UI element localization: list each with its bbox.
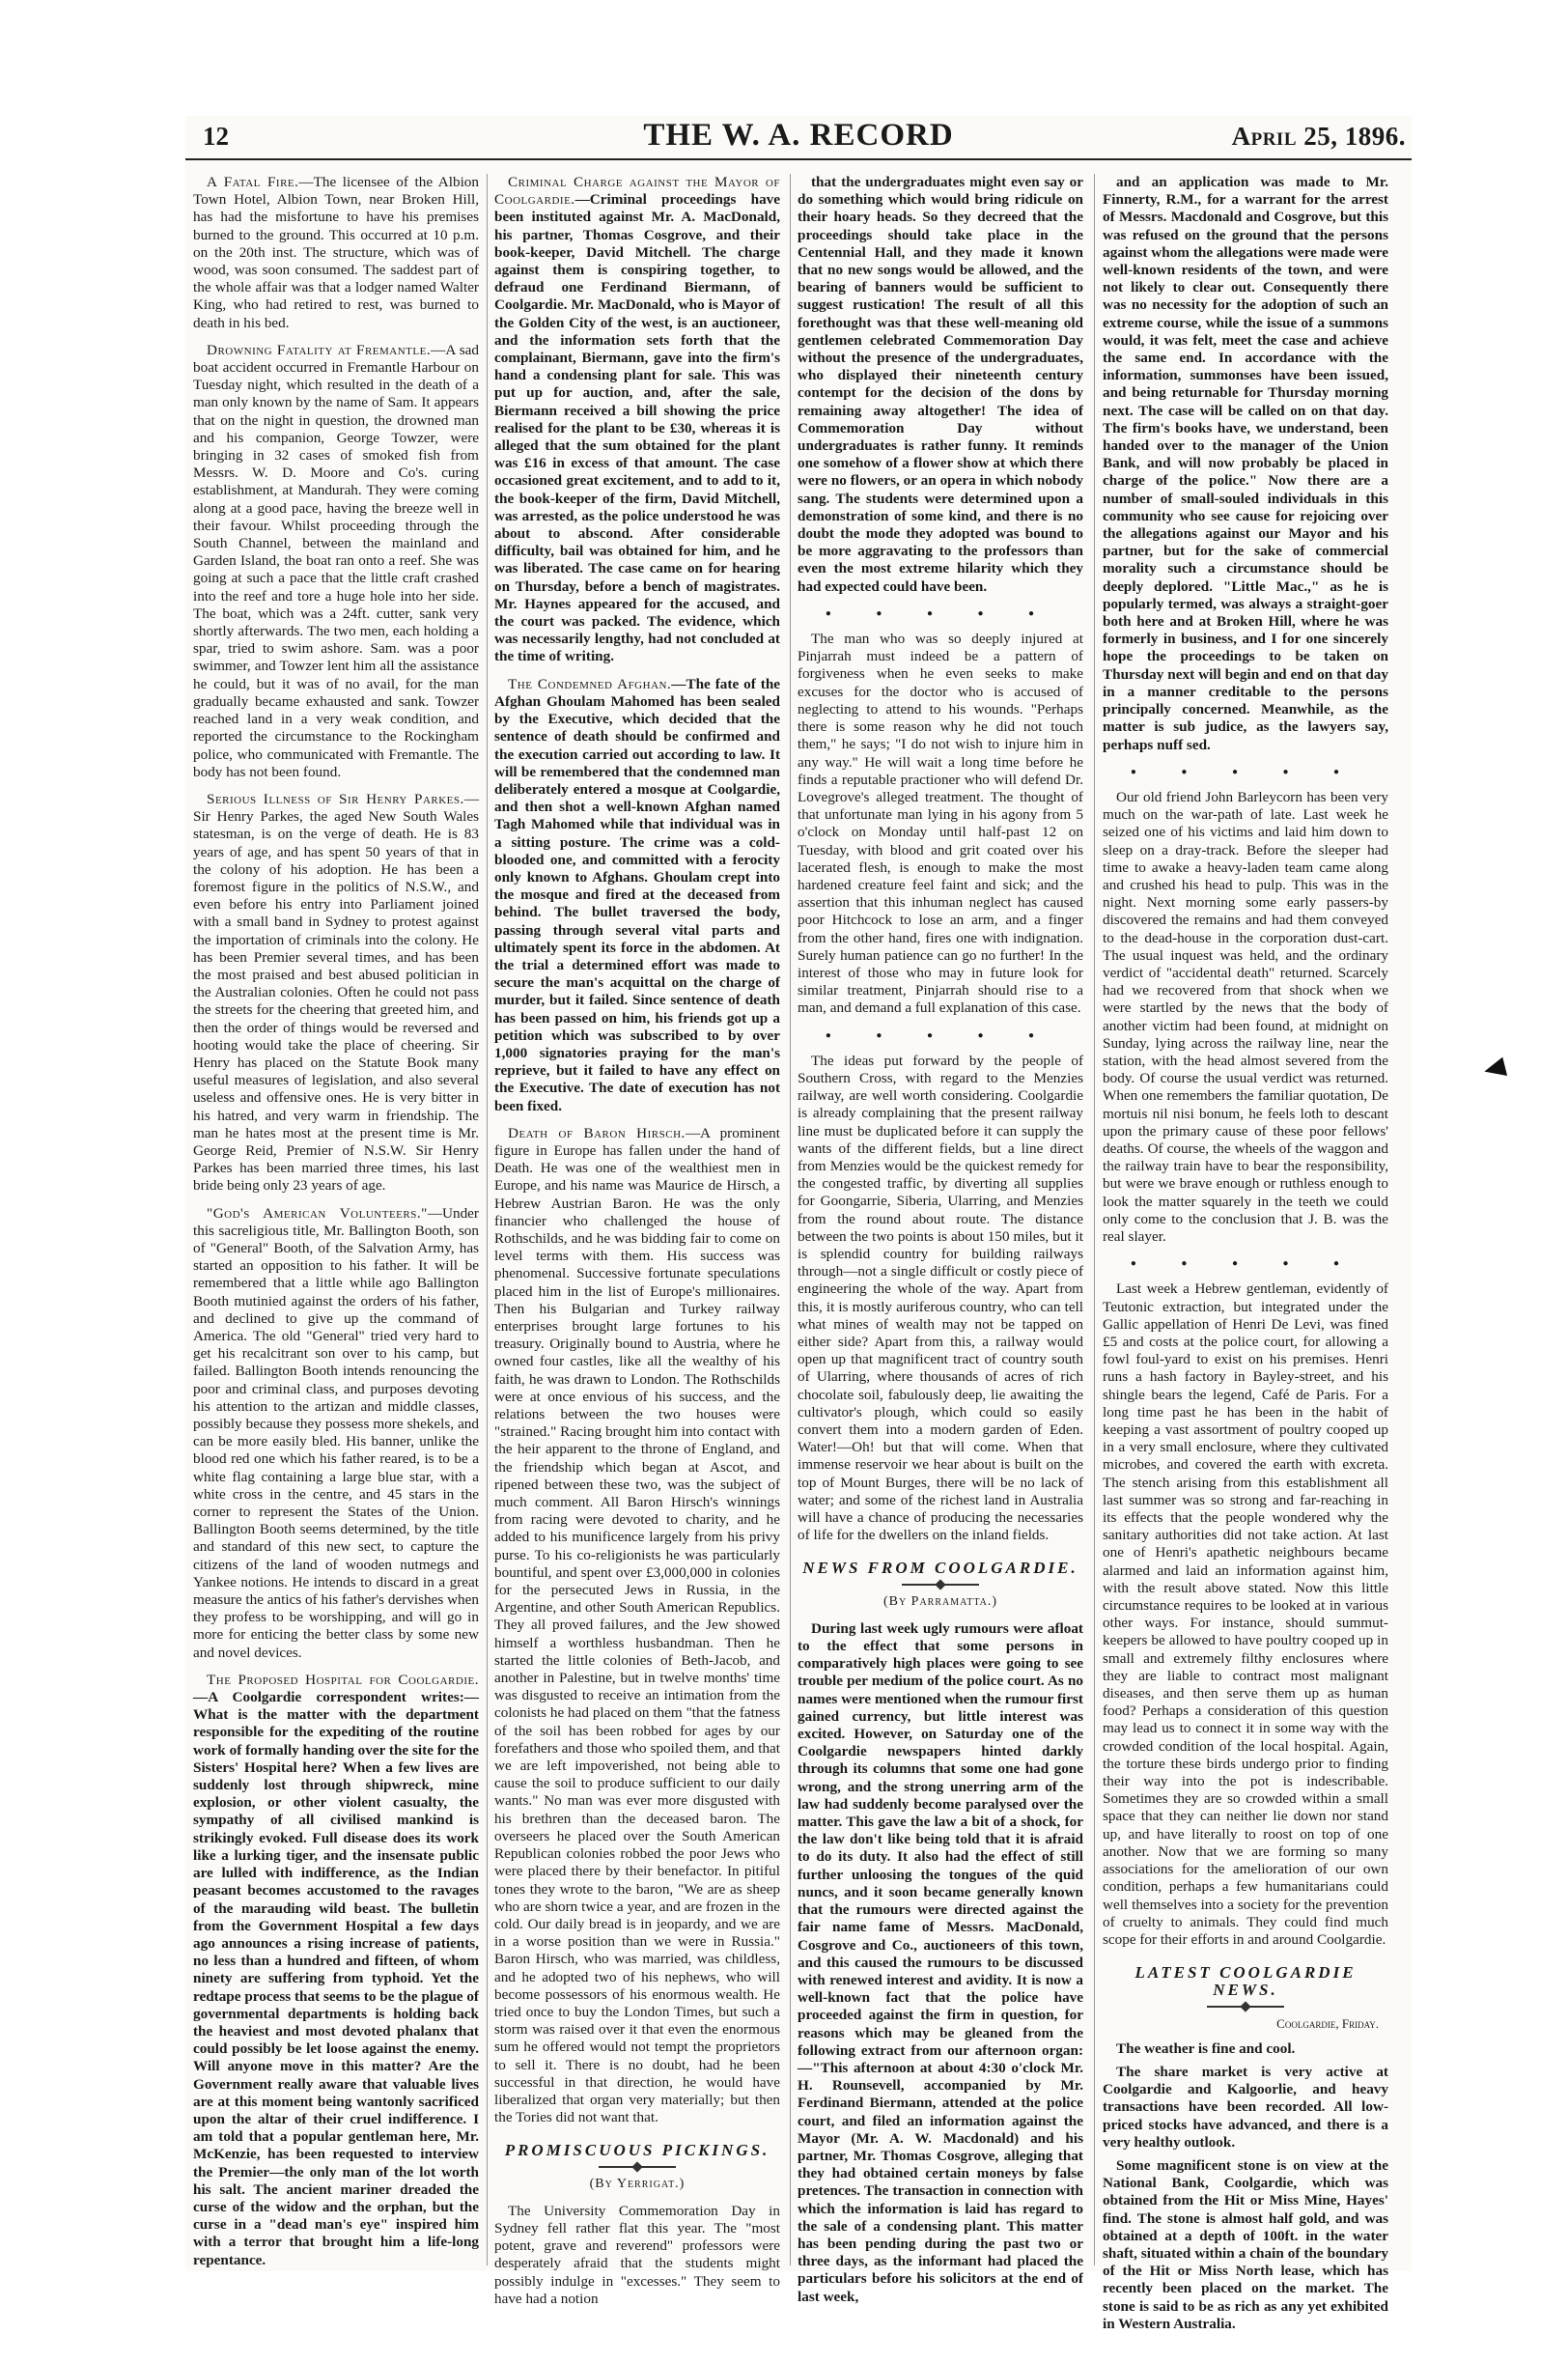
article-body: The share market is very active at Coolgardie and Kalgoorlie, and heavy transactions have been recorded. All low-priced stocks have advanced, and there is a very healthy outlook. xyxy=(1103,2063,1388,2151)
ornamental-rule xyxy=(1207,2006,1284,2008)
article-heading: Serious Illness of Sir Henry Parkes. xyxy=(207,790,464,807)
column-divider xyxy=(790,174,791,2265)
article-fatal-fire xyxy=(193,174,479,332)
page-header xyxy=(185,116,1412,158)
column-divider xyxy=(487,174,488,2265)
article-heading: The Condemned Afghan. xyxy=(508,675,672,692)
article-body: The man who was so deeply injured at Pinjarrah must indeed be a pattern of forgiveness when he even seeks to make excuses for the doctor who is accused of neglecting to attend to his wounds. "Perhaps there is some reason why he did not touch them," he says; "I do not wish to injure him in any way." He will wait a long time before he finds a reputable practioner who will defend Dr. Lovegrove's alleged treatment. The thought of that unfortunate man lying in his agony from 5 o'clock on Monday until half-past 12 on Tuesday, with blood and grit coated over his lacerated flesh, is enough to make the most hardened creature feel faint and sick; and the assertion that this inhuman neglect has caused poor Hitchcock to lose an arm, and a finger from the other hand, fires one with indignation. Surely human patience can go no further! In the interest of those who may in future look for similar treatment, Pinjarrah should rise to a man, and demand a full explanation of this case. xyxy=(798,631,1083,1017)
section-separator-stars: ● ● ● ● ● xyxy=(825,607,1056,619)
article-body: Some magnificent stone is on view at the National Bank, Coolgardie, which was obtained from the Hit or Miss Mine, Hayes' find. The stone is almost half gold, and was obtained at a depth of 100ft. in the water shaft, situated within a chain of the boundary of the Hit or Miss North lease, which has recently been placed on the market. The stone is said to be as rich as any yet exhibited in Western Australia. xyxy=(1103,2156,1388,2332)
article-body: —A sad boat accident occurred in Fremantle Harbour on Tuesday night, which resulted in the death of a man only known by the name of Sam. It appears that on the night in question, the drowned man and his companion, George Towzer, were bringing in 32 cases of smoked fish from Messrs. W. D. Moore and Co's. curing establishment, at Mandurah. They were coming along at a good pace, having the breeze well in their favour. Whilst proceeding through the South Channel, between the mainland and Garden Island, the boat ran onto a reef. She was going at such a pace that the little craft crashed into the reef and tore a huge hole into her side. The boat, which was a 24ft. cutter, sank very shortly afterwards. The two men, each holding a spar, tried to swim ashore. Sam. was a poor swimmer, and Towzer lent him all the assistance he could, but it was of no avail, for the man gradually became exhausted and sank. Towzer reached land in a very weak condition, and reported the circumstance to the Rockingham police, who communicated with Fremantle. The body has not been found. xyxy=(193,341,479,780)
article-baron-hirsch xyxy=(494,1125,780,2127)
section-title: LATEST COOLGARDIE NEWS. xyxy=(1134,1963,1357,2000)
section-byline: (By Parramatta.) xyxy=(882,1593,998,1609)
article-condemned-afghan xyxy=(494,676,780,1115)
section-title: NEWS FROM COOLGARDIE. xyxy=(802,1559,1078,1578)
article-body: —Criminal proceedings have been instituted against Mr. A. MacDonald, his partner, Thomas Cosgrove, and their book-keeper, David Mitchell. The charge against them is conspiring together, to defraud one Ferdinand Biermann, of Coolgardie. Mr. MacDonald, who is Mayor of the Golden City of the west, is an auctioneer, and the information sets forth that the complainant, Biermann, gave into the firm's hand a condensing plant for sale. This was put up for auction, and, after the sale, Biermann received a bill showing the price realised for the plant to be £30, whereas it is alleged that the sum obtained for the plant was £16 in excess of that amount. The case occasioned great excitement, and to add to it, the book-keeper of the firm, David Mitchell, was arrested, as the police understood he was about to abscond. After considerable difficulty, bail was obtained for him, and he was liberated. The case came on for hearing on Thursday, before a bench of magistrates. Mr. Haynes appeared for the accused, and the court was packed. The evidence, which was necessarily lengthy, had not concluded at the time of writing. xyxy=(494,191,780,665)
article-heading: A Fatal Fire. xyxy=(207,174,299,190)
article-body: The ideas put forward by the people of Southern Cross, with regard to the Menzies railway, are well worth considering. Coolgardie is already complaining that the present railway line must be duplicated before it can supply the wants of the different fields, but a line direct from Menzies would be the quickest remedy for the congested traffic, by diverting all supplies for Goongarrie, Siberia, Ularring, and Menzies from the round about route. The distance between the two points is about 150 miles, but it is splendid country for building railways through—not a single difficult or costly piece of engineering the whole of the way. Apart from this, it is mostly auriferous country, who can tell what mines of wealth may not be tapped on either side? Apart from this, a railway would open up that magnificent tract of country south of Ularring, where thousands of acres of rich chocolate soil, fabulously deep, lie awaiting the cultivator's plough, which could so easily convert them into a modern garden of Eden. Water!—Oh! but that will come. When that immense reservoir we hear about is built on the top of Mount Burges, there will be no lack of water; and some of the richest land in Australia will have a chance of producing the necessaries of life for the dwellers on the inland fields. xyxy=(798,1052,1083,1544)
section-separator-stars: ● ● ● ● ● xyxy=(825,1029,1056,1041)
article-body: Last week a Hebrew gentleman, evidently of Teutonic extraction, but integrated under the Gallic appellation of Henri De Levi, was fined £5 and costs at the police court, for allowing a fowl foul-yard to exist on his premises. Henri runs a hash factory in Bayley-street, and his shingle bears the legend, Café de Paris. For a long time past he has been in the habit of keeping a vast assortment of poultry cooped up in a very small enclosure, where they cultivated microbes, and covered the earth with excreta. The stench arising from this establishment all last summer was so strong and far-reaching in its effects that the people wondered why the sanitary authorities did not take action. At last one of Henri's apathetic neighbours became alarmed and laid an information against him, with the result above stated. Now this little circumstance requires to be looked at in various other ways. For instance, should summut-keepers be allowed to have poultry cooped up in small and extremely filthy enclosures where they are liable to contract most malignant diseases, and then serve them up as human food? Perhaps a consideration of this question may lead us to connect it in some way with the crowded condition of the local hospital. Again, the torture these birds undergo prior to finding their way into the pot is indescribable. Sometimes they are so crowded within a small space that they can neither lie down nor stand up, and have literally to roost on top of one another. Now that we are forming so many associations for the amelioration of our own condition, perhaps a few humanitarians could well themselves into a society for the prevention of cruelty to animals. They could find much scope for their efforts in and around Coolgardie. xyxy=(1103,1280,1388,1948)
article-heading: Criminal Charge against the Mayor of Coolgardie. xyxy=(494,174,780,209)
section-byline: (By Yerrigat.) xyxy=(589,2176,686,2191)
page-number: 12 xyxy=(203,122,229,151)
issue-date: April 25, 1896. xyxy=(1231,122,1406,151)
article-body: Our old friend John Barleycorn has been very much on the war-path of late. Last week he seized one of his victims and laid him down to sleep on a dray-track. Before the sleeper had time to awake a heavy-laden team came along and crushed his head to pulp. This was in the night. Next morning some early passers-by discovered the remains and had them conveyed to the dead-house in the corporation dust-cart. The usual inquest was held, and the ordinary verdict of "accidental death" returned. Scarcely had we recovered from that shock when we were startled by the news that the body of another victim had been found, at midnight on Sunday, lying across the railway line, near the station, with the head almost severed from the body. Of course the usual verdict was returned. When one remembers the familiar quotation, De mortuis nil nisi bonum, he feels loth to descant upon the primary cause of these poor fellows' deaths. Of course, the wheels of the waggon and the railway train have to bear the responsibility, but were we brave enough or ruthless enough to look the matter squarely in the teeth we could only come to the conclusion that J. B. was the real slayer. xyxy=(1103,788,1388,1245)
header-rule xyxy=(185,158,1412,160)
article-heading: The Proposed Hospital for Coolgardie. xyxy=(207,1671,479,1688)
column-2 xyxy=(494,174,781,2307)
column-4 xyxy=(1103,174,1388,2332)
article-heading: "God's American Volunteers." xyxy=(207,1204,428,1222)
article-criminal-charge xyxy=(494,174,780,666)
section-dateline: Coolgardie, Friday. xyxy=(1276,2015,1379,2031)
section-title: PROMISCUOUS PICKINGS. xyxy=(504,2141,770,2160)
article-henry-parkes xyxy=(193,791,479,1196)
column-3 xyxy=(798,174,1083,2305)
article-body: —A Coolgardie correspondent writes:—What is the matter with the department responsible for the expediting of the routine work of formally handing over the site for the Sisters' Hospital here? When a few lives are suddenly lost through shipwreck, mine explosion, or other violent casualty, the sympathy of all civilised mankind is strikingly evoked. Full disease does its work like a lurking tiger, and the insensate public are lulled with indifference, as the Indian peasant becomes accustomed to the ravages of the marauding wild beast. The bulletin from the Government Hospital a few days ago announces a rising increase of patients, no less than a hundred and fifteen, of whom ninety are suffering from typhoid. Yet the redtape process that seems to be the plague of governmental departments is holding back the heaviest and most devoted phalanx that could possibly be let loose against the enemy. Will anyone move in this matter? Are the Government really aware that valuable lives are at this moment being wantonly sacrificed upon the altar of their cruel indifference. I am told that a popular gentleman here, Mr. McKenzie, has been requested to interview the Premier—the only man of the lot worth his salt. The ancient mariner dreaded the curse of the widow and the orphan, but the curse in a "dead man's eye" inspired him with a terror that brought him a life-long repentance. xyxy=(193,1689,479,2268)
article-body: —A prominent figure in Europe has fallen under the hand of Death. He was one of the wealthiest men in Europe, and his name was Maurice de Hirsch, a Hebrew Austrian Baron. He was the only financier who challenged the house of Rothschilds, and he was bidding fair to come on level terms with them. His success was phenomenal. Successive fortunate speculations placed him in the list of Europe's millionaires. Then his Bulgarian and Turkey railway enterprises brought large fortunes to his treasury. Originally bound to Austria, where he owned four castles, like all the wealthy of his faith, he was drawn to London. The Rothschilds were at once envious of his success, and the relations between the two houses were "strained." Racing brought him into contact with the heir apparent to the throne of England, and the friendship which began at Ascot, and ripened between these two, was the subject of much comment. All Baron Hirsch's winnings from racing were devoted to charity, and he added to his munificence largely from his privy purse. To his co-religionists he was particularly bountiful, and spent over £3,000,000 in colonies for the persecuted Jews in Russia, in the Argentine, and other South American Republics. They all proved failures, and the Jew showed himself a worthless husbandman. Then he started the little colonies of Beth-Jacob, and another in Palestine, but in twelve months' time was disgusted to receive an intimation from the colonists he had placed on them "that the fatness of the soil has been robbed for ages by our forefathers and those who spoiled them, and that we are left impoverished, not being able to cause the soil to produce sufficient to our daily wants." No man was ever more disgusted with his brethren than the deceased baron. The overseers he placed over the South American Republican colonies robbed the poor Jews who were placed there by their benefactor. In pitiful tones they wrote to the baron, "We are as sheep who are shorn twice a year, and are frozen in the cold. Our daily bread is in jeopardy, and we are in a worse position than we were in Russia." Baron Hirsch, who was married, was childless, and he adopted two of his nephews, who will become possessors of his enormous wealth. He tried once to buy the London Times, but such a storm was raised over it that even the enormous sum he offered would not tempt the proprietors to sell it. There is no doubt, had he been successful in that direction, he would have liberalized that organ very materially; but then the Tories did not want that. xyxy=(494,1124,780,2126)
section-separator-stars: ● ● ● ● ● xyxy=(1130,766,1361,777)
article-body: During last week ugly rumours were afloat to the effect that some persons in comparatively high places were going to see trouble per medium of the police court. As no names were mentioned when the rumour first gained currency, but little interest was excited. However, on Saturday one of the Coolgardie newspapers hinted darkly through its columns that some one had gone wrong, and the strong unerring arm of the law had suddenly become paralysed over the matter. This gave the law a bit of a shock, for the law don't like being told that it is afraid to do its duty. It also had the effect of still further unloosing the tongues of the quid nuncs, and it soon became generally known that the rumours were directed against the fair name fame of Messrs. MacDonald, Cosgrove and Co., auctioneers of this town, and this caused the rumours to be discussed with renewed interest and avidity. It is now a well-known fact that the police have proceeded against the firm in question, for reasons which may be gleaned from the following extract from our afternoon organ:—"This afternoon at about 4:30 o'clock Mr. H. Rounsevell, accompanied by Mr. Ferdinand Biermann, attended at the police court, and filed an information against the Mayor (Mr. A. W. Macdonald) and his partner, Mr. Thomas Cosgrove, alleging that they had obtained certain moneys by false pretences. The transaction in connection with which the information is laid has regard to the sale of a condensing plant. This matter has been pending during the past two or three days, as the informant had placed the particulars before his solicitors at the end of last week, xyxy=(798,1619,1083,2305)
article-american-volunteers xyxy=(193,1205,479,1662)
article-body: The weather is fine and cool. xyxy=(1116,2039,1296,2057)
article-drowning-fatality xyxy=(193,342,479,781)
ornamental-rule xyxy=(599,2166,676,2168)
masthead-title: THE W. A. RECORD xyxy=(643,118,954,153)
article-proposed-hospital xyxy=(193,1672,479,2269)
article-body: —The licensee of the Albion Town Hotel, Albion Town, near Broken Hill, has had the misfortune to have his premises burned to the ground. This occurred at 10 p.m. on the 20th inst. The structure, which was of wood, was soon consumed. The saddest part of the whole affair was that a lodger named Walter King, who had retired to rest, was burned to death in his bed. xyxy=(193,174,479,331)
article-body: that the undergraduates might even say or do something which would bring ridicule on their hoary heads. So they decreed that the proceedings should take place in the Centennial Hall, and they made it known that no new songs would be allowed, and the bearing of banners would be sufficient to suggest rustication! The result of all this forethought was that these well-meaning old gentlemen celebrated Commemoration Day without the presence of the undergraduates, who displayed their nineteenth century contempt for the decision of the dons by remaining away altogether! The idea of Commemoration Day without undergraduates is rather funny. It reminds one somehow of a flower show at which there were no flowers, or an opera in which nobody sang. The students were determined upon a demonstration of some kind, and there is no doubt the mode they adopted was bound to be more aggravating to the professors than even the most extreme hilarity which they had expected could have been. xyxy=(798,174,1083,595)
article-body: —Sir Henry Parkes, the aged New South Wales statesman, is on the verge of death. He is 83 years of age, and has spent 50 years of that in the colony of his adoption. He has been a foremost figure in the politics of N.S.W., and even before his entry into Parliament joined with a small band in Sydney to protest against the importation of criminals into the colony. He has been Premier several times, and has been the most praised and best abused politician in the Australian colonies. Often he could not pass the streets for the cheering that greeted him, and then the order of things would be reversed and hooting would take the place of cheering. Sir Henry has placed on the Statute Book many useful measures of legislation, and also several useless and offensive ones. He is very bitter in his hatred, and very warm in friendship. The man he hates most at the present time is Mr. George Reid, Premier of N.S.W. Sir Henry Parkes has been married three times, his last bride being only 23 years of age. xyxy=(193,790,479,1195)
article-body: —Under this sacreligious title, Mr. Ballington Booth, son of "General" Booth, of the Salvation Army, has started an opposition to his father. It will be remembered that a little while ago Ballington Booth mutinied against the orders of his father, and declined to give up the command of America. The old "General" tried very hard to get his recalcitrant son over to his camp, but failed. Ballington Booth intends renouncing the poor and criminal class, and purposes devoting his attention to the artizan and middle classes, possibly because they possess more shekels, and can be more easily bled. His banner, unlike the blood red one which his father reared, is to be a white flag containing a large blue star, with a white cross in the centre, and 45 stars in the corner to represent the States of the Union. Ballington Booth seems determined, by the title and standard of this new sect, to capture the citizens of the land of wooden nutmegs and Yankee notions. He intends to discard in a great measure the antics of his father's dervishes when they profess to be worshipping, and will go in more for enticing the better class by some new and novel devices. xyxy=(193,1204,479,1661)
article-body: —The fate of the Afghan Ghoulam Mahomed has been sealed by the Executive, which decided that the sentence of death should be confirmed and the execution carried out according to law. It will be remembered that the condemned man deliberately entered a mosque at Coolgardie, and then shot a well-known Afghan named Tagh Mahomed while that individual was in a sitting posture. The crime was a cold-blooded one, and committed with a ferocity only known to Afghans. Ghoulam crept into the mosque and fired at the deceased from behind. The bullet traversed the body, passing through several vital parts and ultimately spent its force in the abdomen. At the trial a determined effort was made to secure the man's acquittal on the charge of murder, but it failed. Since sentence of death has been passed on him, his friends got up a petition which was subscribed to by over 1,000 signatories praying for the man's reprieve, but it failed to have any effect on the Executive. The date of execution has not been fixed. xyxy=(494,675,781,1114)
newspaper-page xyxy=(185,116,1412,2332)
article-body: and an application was made to Mr. Finnerty, R.M., for a warrant for the arrest of Messrs. Macdonald and Cosgrove, but this was refused on the ground that the persons against whom the allegations were made were well-known residents of the town, and were not likely to clear out. Consequently there was no necessity for the adoption of such an extreme course, while the issue of a summons would, it was felt, meet the case and achieve the same end. In accordance with the information, summonses have been issued, and being returnable for Thursday morning next. The case will be called on on that day. The firm's books have, we understand, been handed over to the manager of the Union Bank, and will now probably be placed in charge of the police." Now there are a number of small-souled individuals in this community who see cause for rejoicing over the allegations against our Mayor and his partner, but for the sake of commercial morality such a circumstance should be deeply deplored. "Little Mac.," as he is popularly termed, was always a straight-goer both here and at Broken Hill, where he was formerly in business, and I for one sincerely hope the proceedings to be taken on Thursday next will begin and end on that day in a manner creditable to the persons principally concerned. Meanwhile, as the matter is sub judice, as the lawyers say, perhaps nuff sed. xyxy=(1103,174,1388,753)
ornamental-rule xyxy=(902,1584,979,1586)
article-heading: Death of Baron Hirsch. xyxy=(508,1124,686,1141)
column-1 xyxy=(193,174,479,2268)
article-body: The University Commemoration Day in Sydney fell rather flat this year. The "most potent, grave and reverend" professors were desperately afraid that the students might possibly indulge in "excesses." They seem to have had a notion xyxy=(494,2202,780,2307)
mouse-cursor-icon xyxy=(1482,1057,1507,1082)
column-divider xyxy=(1094,174,1095,2265)
section-separator-stars: ● ● ● ● ● xyxy=(1130,1258,1361,1270)
article-heading: Drowning Fatality at Fremantle. xyxy=(207,341,432,358)
